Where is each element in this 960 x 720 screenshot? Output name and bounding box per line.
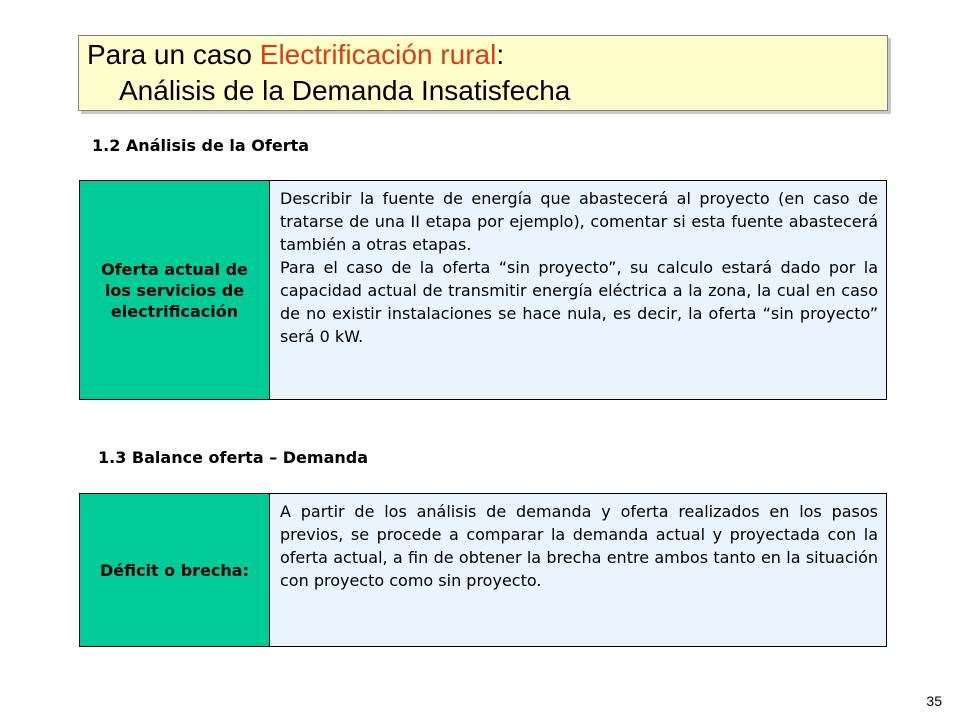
balance-table	[79, 493, 887, 647]
offer-paragraph-1: Describir la fuente de energía que abastecerá al proyecto (en caso de tratarse de una II etapa por ejemplo), comentar si esta fuente abastecerá también a otras etapas.	[280, 189, 878, 254]
title-prefix: Para un caso	[87, 39, 260, 70]
slide-title-line-2: Análisis de la Demanda Insatisfecha	[119, 75, 571, 106]
balance-label-cell	[80, 494, 270, 646]
offer-table	[79, 180, 887, 400]
balance-section-heading: 1.3 Balance oferta – Demanda	[98, 448, 369, 467]
page-number: 35	[926, 693, 942, 709]
title-accent: Electrificación rural	[259, 39, 497, 70]
offer-paragraph-2: Para el caso de la oferta “sin proyecto”, su calculo estará dado por la capacidad actual de transmitir energía eléctrica a la zona, la cual en caso de no existir instalaciones se hace nula, es decir, la oferta “sin proyecto” será 0 kW.	[280, 258, 878, 346]
offer-label-cell	[80, 181, 270, 399]
balance-content-cell	[270, 494, 886, 646]
slide-title-box	[78, 35, 888, 111]
offer-content-cell	[270, 181, 886, 399]
offer-section-heading: 1.2 Análisis de la Oferta	[92, 136, 310, 155]
balance-label: Déficit o brecha:	[99, 560, 249, 580]
title-suffix: :	[496, 39, 505, 70]
offer-label: Oferta actual de los servicios de electrificación	[101, 259, 248, 321]
slide-title-line-1	[87, 38, 504, 72]
balance-paragraph-1: A partir de los análisis de demanda y oferta realizados en los pasos previos, se procede a comparar la demanda actual y proyectada con la oferta actual, a fin de obtener la brecha entre ambos tanto en la situación con proyecto como sin proyecto.	[280, 502, 878, 590]
